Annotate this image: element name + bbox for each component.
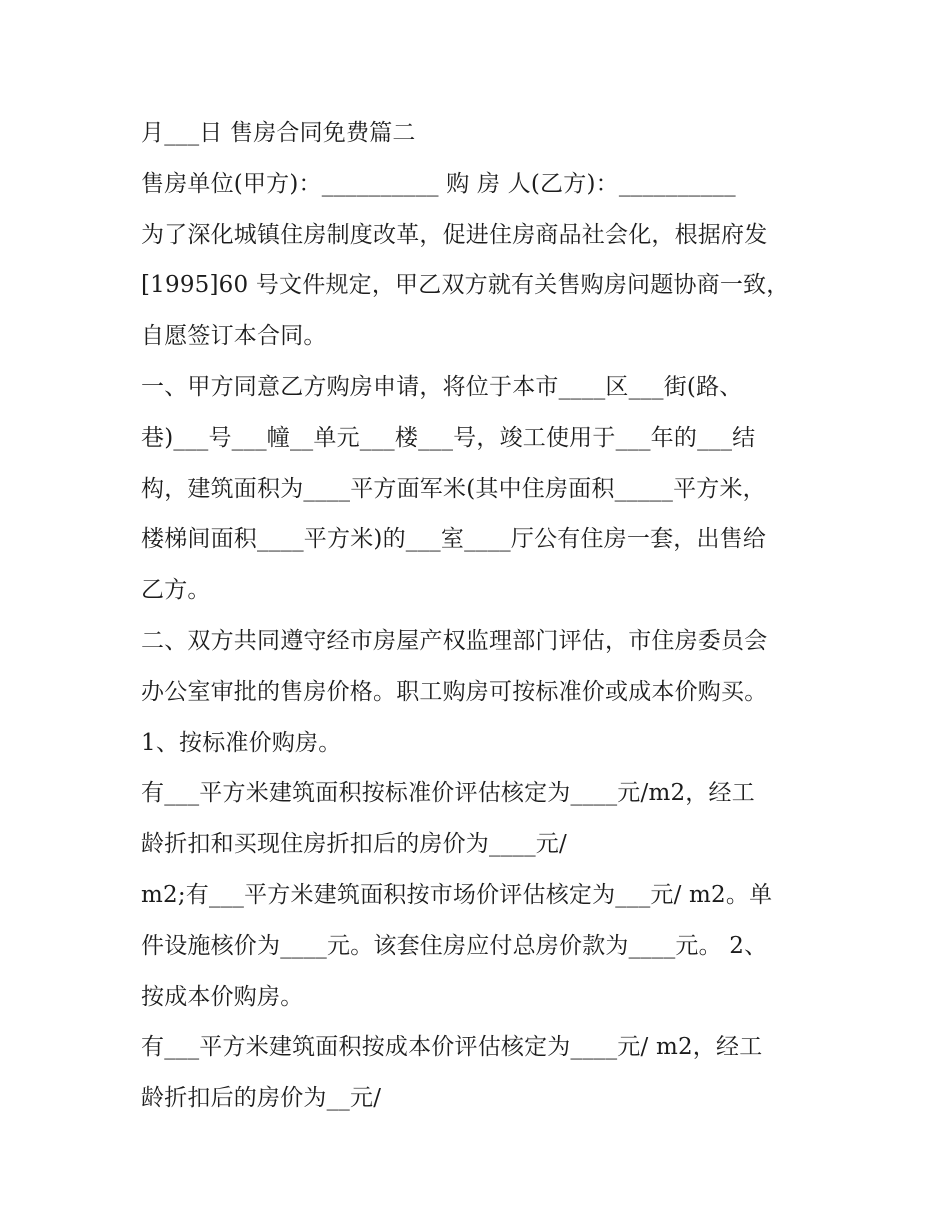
text-line: [1995]60 号文件规定，甲乙双方就有关售购房问题协商一致， bbox=[141, 272, 790, 299]
text-line: 自愿签订本合同。 bbox=[141, 323, 327, 350]
text-line: 一、甲方同意乙方购房申请，将位于本市____区___街(路、 bbox=[141, 373, 743, 400]
text-line: 巷)___号___幢__单元___楼___号，竣工使用于___年的___结 bbox=[141, 424, 756, 451]
text-line: 按成本价购房。 bbox=[141, 983, 304, 1010]
text-line: 为了深化城镇住房制度改革，促进住房商品社会化，根据府发 bbox=[141, 221, 768, 248]
text-line: 件设施核价为____元。该套住房应付总房价款为____元。 2、 bbox=[141, 932, 768, 959]
text-line: 办公室审批的售房价格。职工购房可按标准价或成本价购买。 bbox=[141, 678, 768, 705]
text-line: 1、按标准价购房。 bbox=[141, 729, 342, 756]
text-line: 构，建筑面积为____平方面军米(其中住房面积_____平方米， bbox=[141, 475, 766, 502]
text-line: 龄折扣后的房价为__元/ bbox=[141, 1085, 382, 1112]
text-line: m2;有___平方米建筑面积按市场价评估核定为___元/ m2。单 bbox=[141, 881, 773, 908]
text-line: 楼梯间面积____平方米)的___室____厅公有住房一套，出售给 bbox=[141, 526, 767, 553]
text-line: 有___平方米建筑面积按成本价评估核定为____元/ m2，经工 bbox=[141, 1034, 763, 1061]
text-line: 二、双方共同遵守经市房屋产权监理部门评估，市住房委员会 bbox=[141, 627, 768, 654]
text-line-title: 月___日 售房合同免费篇二 bbox=[141, 120, 416, 146]
text-line: 有___平方米建筑面积按标准价评估核定为____元/m2，经工 bbox=[141, 780, 755, 807]
text-line: 乙方。 bbox=[141, 577, 211, 604]
contract-text bbox=[141, 108, 821, 1124]
text-line: 龄折扣和买现住房折扣后的房价为____元/ bbox=[141, 831, 567, 858]
text-line-parties: 售房单位(甲方)：__________ 购 房 人(乙方)：__________ bbox=[141, 170, 736, 197]
